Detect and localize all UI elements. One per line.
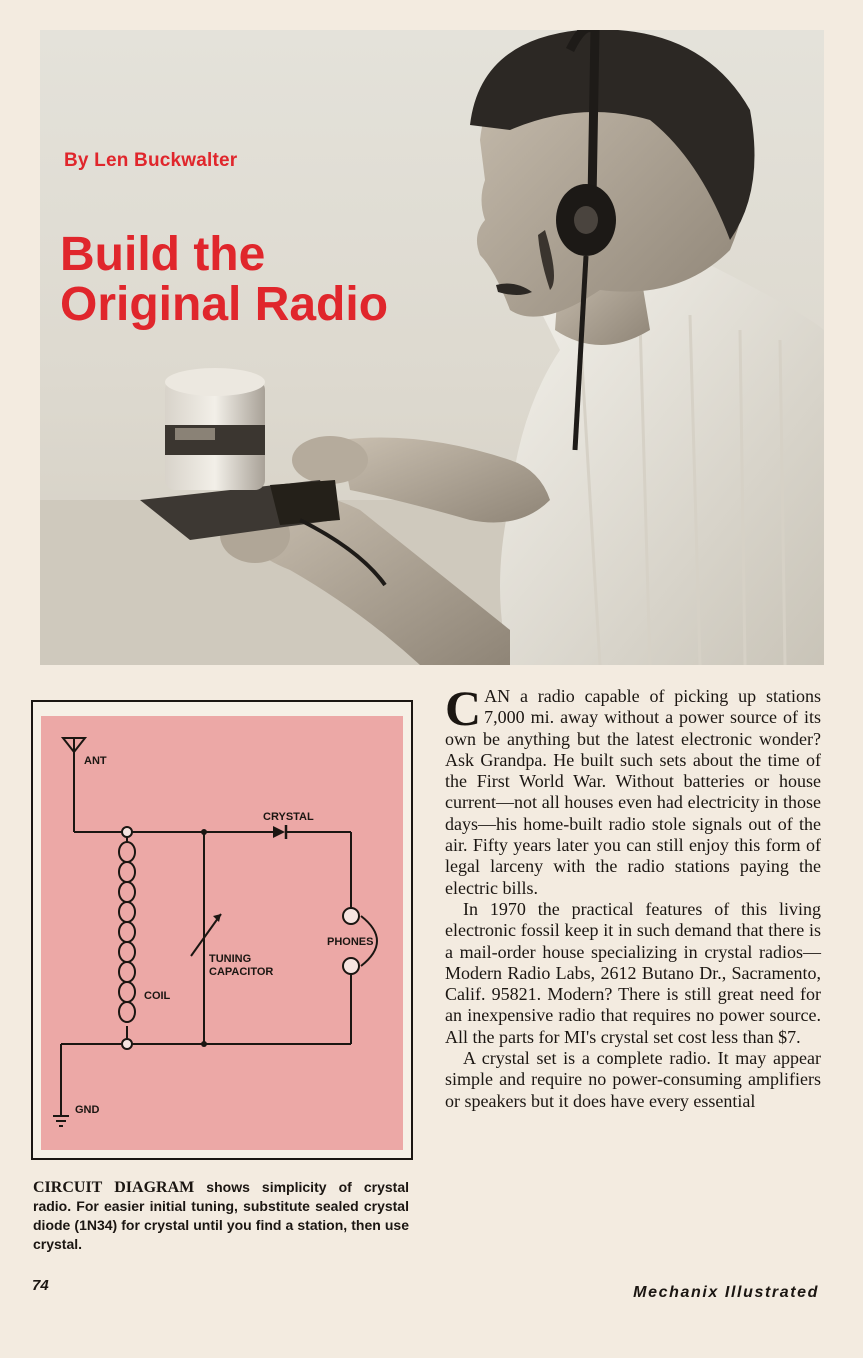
hero-photo	[40, 30, 824, 665]
label-tuning: TUNING	[209, 953, 252, 965]
publication-name: Mechanix Illustrated	[633, 1284, 819, 1301]
circuit-diagram-frame	[31, 700, 413, 1160]
diagram-caption	[33, 1178, 409, 1254]
paragraph-3: A crystal set is a complete radio. It may appear simple and require no power-consuming amplifiers or speakers but it does have every essential	[445, 1048, 821, 1111]
label-capacitor: CAPACITOR	[209, 966, 274, 978]
title-line-1: Build the	[60, 228, 266, 281]
article-title	[60, 230, 388, 330]
byline: By Len Buckwalter	[64, 150, 238, 171]
coil-icon	[119, 842, 135, 1022]
label-crystal: CRYSTAL	[263, 811, 314, 823]
title-line-2: Original Radio	[60, 278, 389, 331]
paragraph-1	[445, 680, 821, 899]
crystal-diode-icon	[273, 826, 285, 838]
label-gnd: GND	[75, 1104, 100, 1116]
article-body	[445, 680, 821, 1112]
label-ant: ANT	[84, 755, 107, 767]
caption-lead: CIRCUIT DIAGRAM	[33, 1179, 195, 1196]
radio-operator-photo	[40, 30, 824, 665]
drop-cap: C	[445, 680, 482, 736]
label-phones: PHONES	[327, 936, 374, 948]
circuit-diagram-panel	[41, 716, 403, 1150]
paragraph-2: In 1970 the practical features of this living electronic fossil keep it in such demand that there is a mail-order house specializing in crystal radios—Modern Radio Labs, 2612 Butano Dr., Sacramento, Calif. 95821. Modern? There is still great need for an inexpensive radio that requires no power source. All the parts for MI's crystal set cost less than $7.	[445, 898, 821, 1047]
circuit-schematic	[41, 716, 403, 1150]
caption-text: shows simplicity of crystal radio. For easier initial tuning, substitute sealed crystal diode (1N34) for crystal until you find a station, then use crystal.	[33, 1179, 410, 1252]
page-number: 74	[32, 1277, 49, 1294]
paragraph-1-text: AN a radio capable of picking up stations 7,000 mi. away without a power source of its own be anything but the latest electronic wonder? Ask Grandpa. He built such sets about the time of the First World War. Without batteries or house current—not all houses even had electricity in those days—his home-built radio stole signals out of the air. Fifty years later you can still enjoy this form of legal larceny with the radio stations paying the electric bills.	[445, 686, 821, 898]
tuning-arrow-icon	[191, 914, 221, 956]
label-coil: COIL	[144, 990, 171, 1002]
